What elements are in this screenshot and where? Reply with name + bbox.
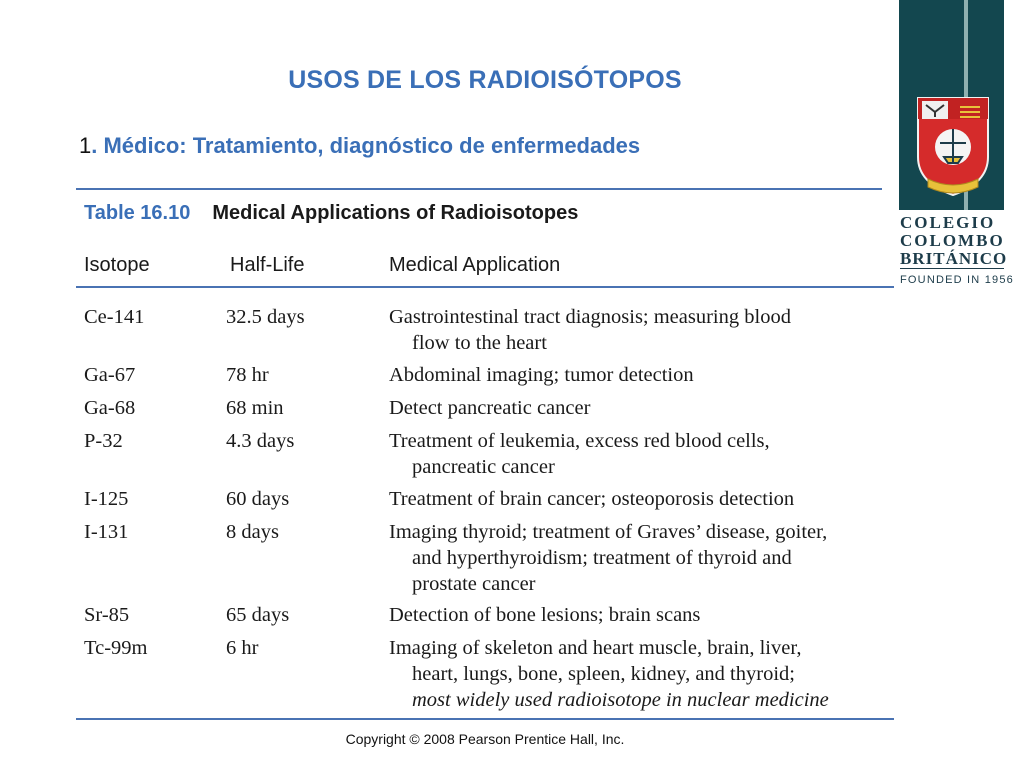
cell-half-life: 78 hr bbox=[226, 364, 269, 386]
application-line: Imaging of skeleton and heart muscle, brain, liver, bbox=[389, 637, 802, 659]
cell-half-life: 68 min bbox=[226, 397, 284, 419]
column-header-isotope: Isotope bbox=[84, 254, 150, 276]
subtitle-text: . Médico: Tratamiento, diagnóstico de enfermedades bbox=[91, 133, 641, 158]
cell-application bbox=[389, 635, 829, 713]
cell-application bbox=[389, 428, 770, 480]
logo-founded: FOUNDED IN 1956 bbox=[900, 274, 1014, 286]
table-caption bbox=[84, 202, 578, 225]
school-crest-icon bbox=[914, 95, 992, 200]
logo-line-britanico: BRITÁNICO bbox=[900, 249, 1008, 268]
table-bottom-rule bbox=[76, 718, 894, 720]
cell-application bbox=[389, 304, 791, 356]
cell-application bbox=[389, 362, 694, 388]
cell-isotope: P-32 bbox=[84, 430, 123, 452]
table-top-rule bbox=[76, 188, 882, 190]
slide-title: USOS DE LOS RADIOISÓTOPOS bbox=[288, 66, 682, 94]
cell-half-life: 6 hr bbox=[226, 637, 259, 659]
application-line: Detection of bone lesions; brain scans bbox=[389, 604, 701, 626]
cell-isotope: Ce-141 bbox=[84, 306, 145, 328]
cell-isotope: Sr-85 bbox=[84, 604, 130, 626]
application-line: and hyperthyroidism; treatment of thyroid and bbox=[412, 547, 792, 569]
application-line: Treatment of brain cancer; osteoporosis detection bbox=[389, 488, 795, 510]
application-line: Detect pancreatic cancer bbox=[389, 397, 591, 419]
cell-isotope: Ga-67 bbox=[84, 364, 136, 386]
application-line: Abdominal imaging; tumor detection bbox=[389, 364, 694, 386]
column-header-application: Medical Application bbox=[389, 254, 561, 276]
application-line: heart, lungs, bone, spleen, kidney, and thyroid; bbox=[412, 663, 795, 685]
slide-subtitle bbox=[79, 133, 640, 159]
cell-half-life: 8 days bbox=[226, 521, 279, 543]
application-line: Treatment of leukemia, excess red blood cells, bbox=[389, 430, 770, 452]
cell-half-life: 32.5 days bbox=[226, 306, 305, 328]
application-line: prostate cancer bbox=[412, 573, 536, 595]
cell-application bbox=[389, 486, 794, 512]
application-line: flow to the heart bbox=[412, 332, 547, 354]
copyright-notice: Copyright © 2008 Pearson Prentice Hall, Inc. bbox=[345, 731, 625, 747]
cell-isotope: Tc-99m bbox=[84, 637, 148, 659]
application-line: pancreatic cancer bbox=[412, 456, 555, 478]
cell-application bbox=[389, 395, 590, 421]
cell-isotope: I-125 bbox=[84, 488, 129, 510]
cell-isotope: Ga-68 bbox=[84, 397, 136, 419]
cell-application bbox=[389, 602, 700, 628]
table-name: Medical Applications of Radioisotopes bbox=[212, 202, 579, 224]
cell-application bbox=[389, 519, 827, 597]
application-note: most widely used radioisotope in nuclear medicine bbox=[412, 689, 829, 711]
logo-separator bbox=[900, 268, 1004, 269]
table-header-rule bbox=[76, 286, 894, 288]
table-number: Table 16.10 bbox=[84, 202, 191, 224]
subtitle-number: 1 bbox=[79, 133, 92, 158]
logo-line-colegio: COLEGIO bbox=[900, 213, 996, 232]
application-line: Gastrointestinal tract diagnosis; measuring blood bbox=[389, 306, 791, 328]
cell-half-life: 4.3 days bbox=[226, 430, 295, 452]
cell-isotope: I-131 bbox=[84, 521, 129, 543]
logo-line-colombo: COLOMBO bbox=[900, 231, 1005, 250]
cell-half-life: 65 days bbox=[226, 604, 290, 626]
column-header-half-life: Half-Life bbox=[230, 254, 305, 276]
application-line: Imaging thyroid; treatment of Graves’ disease, goiter, bbox=[389, 521, 828, 543]
cell-half-life: 60 days bbox=[226, 488, 290, 510]
